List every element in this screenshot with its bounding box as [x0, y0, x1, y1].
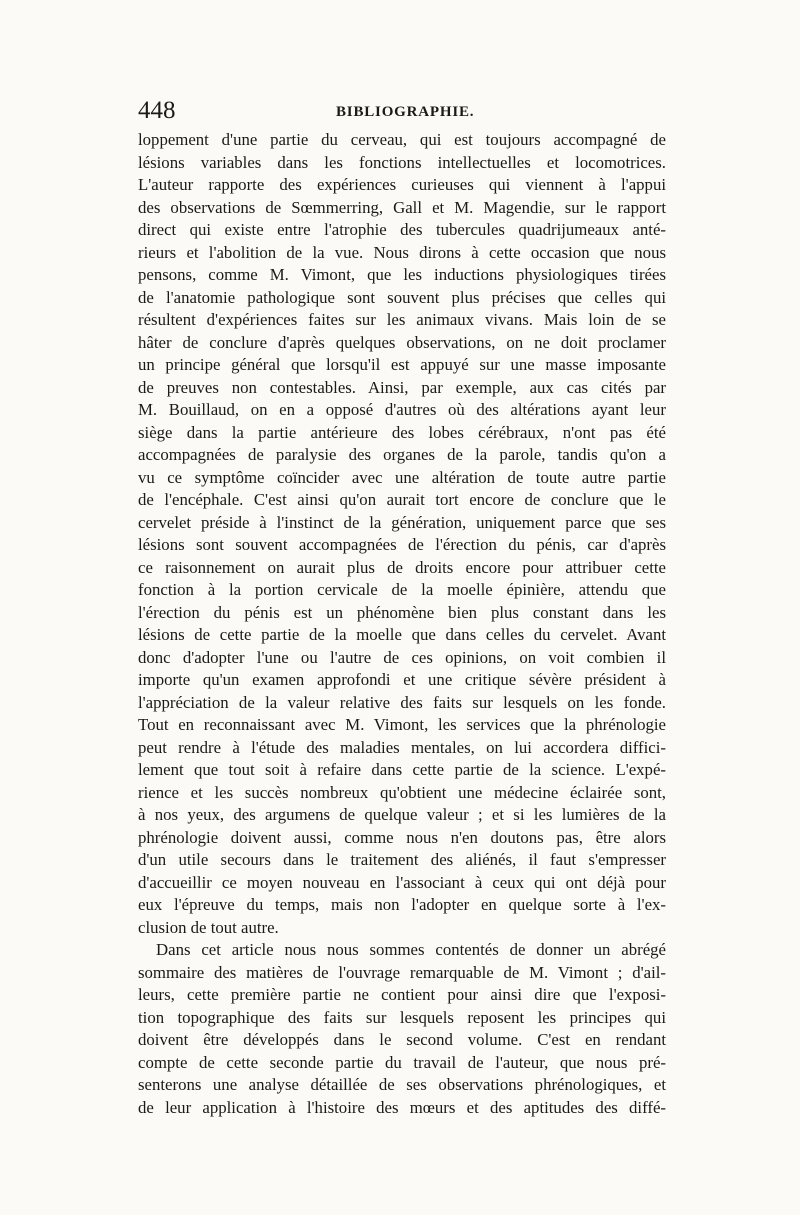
text-line: compte de cette seconde partie du travail de l'auteur, que nous pré-: [138, 1052, 666, 1072]
text-line: lement que tout soit à refaire dans cette partie de la science. L'expé-: [138, 760, 666, 779]
text-line: donc d'adopter l'une ou l'autre de ces opinions, on voit combien il: [138, 647, 666, 667]
text-line: vu ce symptôme coïncider avec une altération de toute autre partie: [138, 467, 666, 487]
text-line: peut rendre à l'étude des maladies mentales, on lui accordera diffici-: [138, 737, 666, 757]
text-line: L'auteur rapporte des expériences curieuses qui viennent à l'appui: [138, 175, 666, 194]
paragraph: [138, 939, 666, 1119]
page-header: [138, 96, 668, 126]
text-line: rience et les succès nombreux qu'obtient une médecine éclairée sont,: [138, 782, 666, 802]
text-line: phrénologie doivent aussi, comme nous n'en doutons pas, être alors: [138, 827, 666, 847]
text-line: tion topographique des faits sur lesquels reposent les principes qui: [138, 1007, 666, 1027]
text-line: cervelet préside à l'instinct de la génération, uniquement parce que ses: [138, 512, 666, 532]
text-line: Tout en reconnaissant avec M. Vimont, les services que la phrénologie: [138, 715, 666, 734]
text-line: clusion de tout autre.: [138, 917, 279, 937]
text-line: hâter de conclure d'après quelques observations, on ne doit proclamer: [138, 332, 666, 352]
text-line: lésions sont souvent accompagnées de l'érection du pénis, car d'après: [138, 535, 666, 554]
text-line: de leur application à l'histoire des mœurs et des aptitudes des diffé-: [138, 1097, 666, 1117]
text-line: leurs, cette première partie ne contient pour ainsi dire que l'exposi-: [138, 985, 666, 1004]
text-line: de l'anatomie pathologique sont souvent plus précises que celles qui: [138, 287, 666, 307]
text-line: doivent être développés dans le second volume. C'est en rendant: [138, 1030, 666, 1049]
text-line: senterons une analyse détaillée de ses observations phrénologiques, et: [138, 1075, 666, 1094]
text-line: un principe général que lorsqu'il est appuyé sur une masse imposante: [138, 355, 666, 374]
text-line: à nos yeux, des argumens de quelque valeur ; et si les lumières de la: [138, 805, 666, 824]
text-line: pensons, comme M. Vimont, que les inductions physiologiques tirées: [138, 265, 666, 284]
body-text: [138, 129, 666, 1119]
paragraph: [138, 129, 666, 939]
text-line: ce raisonnement on aurait plus de droits encore pour attribuer cette: [138, 557, 666, 577]
text-line: d'accueillir ce moyen nouveau en l'associant à ceux qui ont déjà pour: [138, 872, 666, 892]
text-line: eux l'épreuve du temps, mais non l'adopter en quelque sorte à l'ex-: [138, 895, 666, 914]
text-line: de l'encéphale. C'est ainsi qu'on aurait tort encore de conclure que le: [138, 490, 666, 509]
text-line: lésions variables dans les fonctions intellectuelles et locomotrices.: [138, 152, 666, 172]
text-line: importe qu'un examen approfondi et une critique sévère président à: [138, 670, 666, 689]
text-line: sommaire des matières de l'ouvrage remarquable de M. Vimont ; d'ail-: [138, 962, 666, 982]
text-line: résultent d'expériences faites sur les animaux vivans. Mais loin de se: [138, 310, 666, 329]
text-line: lésions de cette partie de la moelle que dans celles du cervelet. Avant: [138, 625, 666, 644]
running-title: BIBLIOGRAPHIE.: [336, 104, 475, 120]
text-line: accompagnées de paralysie des organes de la parole, tandis qu'on a: [138, 445, 666, 464]
text-line: d'un utile secours dans le traitement des aliénés, il faut s'empresser: [138, 850, 666, 869]
text-line: rieurs et l'abolition de la vue. Nous dirons à cette occasion que nous: [138, 242, 666, 262]
text-line: direct qui existe entre l'atrophie des tubercules quadrijumeaux anté-: [138, 220, 666, 239]
text-line: M. Bouillaud, on en a opposé d'autres où des altérations ayant leur: [138, 400, 666, 419]
text-line: l'érection du pénis est un phénomène bien plus constant dans les: [138, 602, 666, 622]
page-number: 448: [138, 97, 176, 124]
text-line: Dans cet article nous nous sommes contentés de donner un abrégé: [156, 940, 666, 959]
text-line: de preuves non contestables. Ainsi, par exemple, aux cas cités par: [138, 377, 666, 397]
text-line: des observations de Sœmmerring, Gall et M. Magendie, sur le rapport: [138, 197, 666, 217]
text-line: siège dans la partie antérieure des lobes cérébraux, n'ont pas été: [138, 422, 666, 442]
text-line: l'appréciation de la valeur relative des faits sur lesquels on les fonde.: [138, 692, 666, 712]
text-line: loppement d'une partie du cerveau, qui est toujours accompagné de: [138, 130, 666, 149]
text-line: fonction à la portion cervicale de la moelle épinière, attendu que: [138, 580, 666, 599]
